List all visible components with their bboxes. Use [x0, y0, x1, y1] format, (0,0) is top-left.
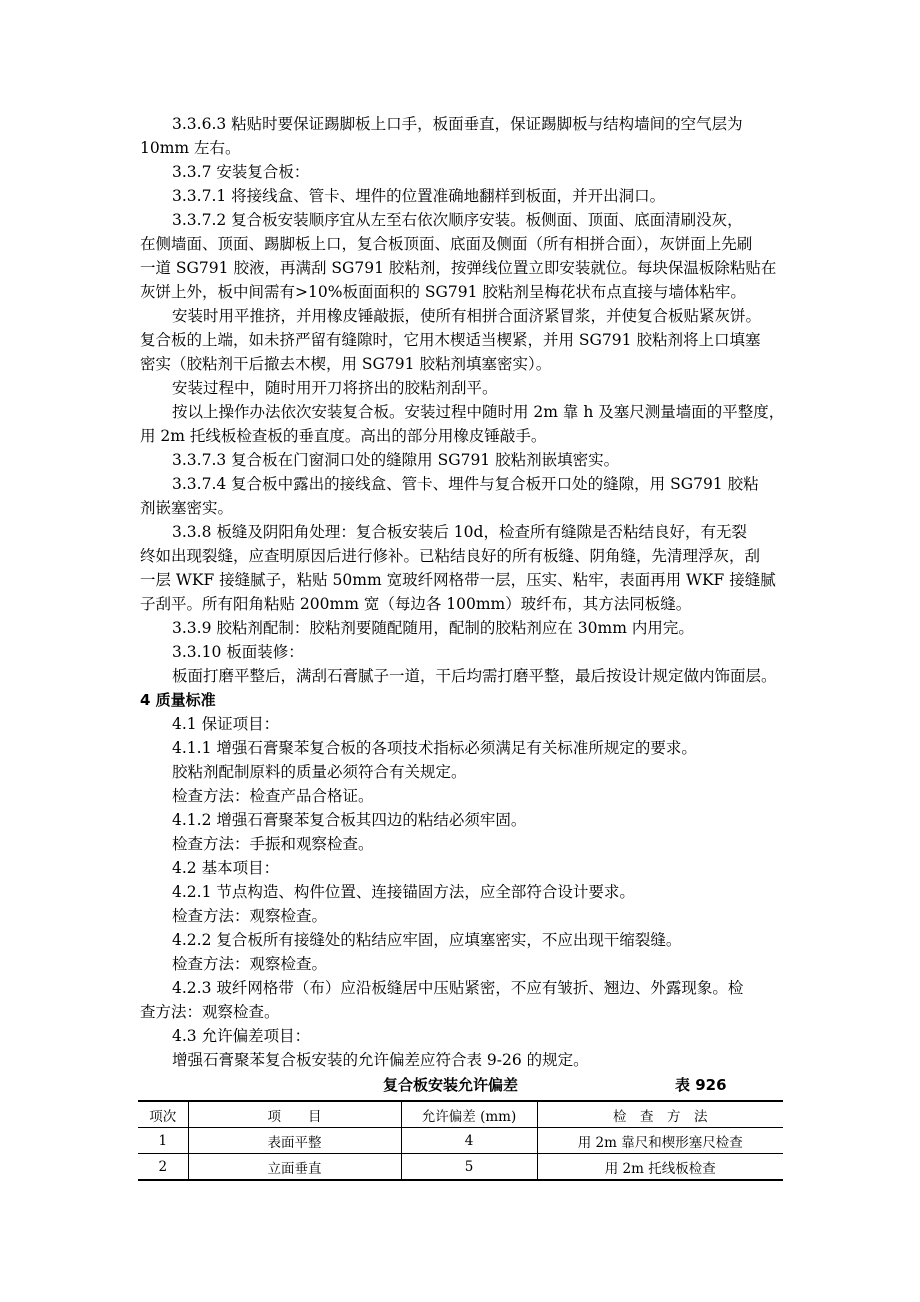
- clause-4-2-1: 4.2.1 节点构造、构件位置、连接锚固方法，应全部符合设计要求。: [172, 883, 635, 901]
- clause-3-3-7: 3.3.7 安装复合板：: [172, 163, 310, 181]
- clause-3-3-7-3: 3.3.7.3 复合板在门窗洞口处的缝隙用 SG791 胶粘剂嵌填密实。: [172, 451, 620, 469]
- clause-4-2: 4.2 基本项目：: [172, 859, 280, 877]
- clause-3-3-7-4: 3.3.7.4 复合板中露出的接线盒、管卡、埋件与复合板开口处的缝隙，用 SG791 胶粘: [172, 475, 759, 493]
- clause-3-3-8: 3.3.8 板缝及阴阳角处理：复合板安装后 10d，检查所有缝隙是否粘结良好，有无裂: [172, 523, 747, 541]
- text-line: 一道 SG791 胶液，再满刮 SG791 胶粘剂，按弹线位置立即安装就位。每块保温板除粘贴在: [140, 259, 777, 277]
- text-line: 查方法：观察检查。: [140, 1003, 280, 1021]
- text-line: 10mm 左右。: [140, 139, 241, 157]
- text-line: 子刮平。所有阳角粘贴 200mm 宽（每边各 100mm）玻纤布，其方法同板缝。: [140, 595, 692, 613]
- table-cell: 立面垂直: [188, 1154, 401, 1181]
- header-cell: 项 目: [188, 1101, 401, 1128]
- clause-4-1-2: 4.1.2 增强石膏聚苯复合板其四边的粘结必须牢固。: [172, 811, 527, 829]
- header-cell: 检 查 方 法: [537, 1101, 783, 1128]
- text-line: 灰饼上外，板中间需有>10%板面面积的 SG791 胶粘剂呈梅花状布点直接与墙体粘牢。: [140, 283, 746, 301]
- table-caption: 复合板安装允许偏差: [383, 1076, 519, 1094]
- clause-3-3-7-1: 3.3.7.1 将接线盒、管卡、埋件的位置准确地翻样到板面，并开出洞口。: [172, 187, 666, 205]
- text-line: 检查方法：观察检查。: [172, 955, 328, 973]
- table-row: [138, 1154, 783, 1181]
- text-line: 用 2m 托线板检查板的垂直度。高出的部分用橡皮锤敲手。: [140, 427, 547, 445]
- table-cell: 用 2m 靠尺和楔形塞尺检查: [537, 1128, 783, 1154]
- clause-4-1: 4.1 保证项目：: [172, 715, 280, 733]
- text-line: 复合板的上端，如未挤严留有缝隙时，它用木楔适当楔紧，并用 SG791 胶粘剂将上口填塞: [140, 331, 761, 349]
- clause-4-3: 4.3 允许偏差项目：: [172, 1027, 311, 1045]
- text-line: 检查方法：检查产品合格证。: [172, 787, 374, 805]
- tolerance-table: [138, 1100, 783, 1181]
- table-number: 表 926: [675, 1076, 727, 1094]
- text-line: 检查方法：观察检查。: [172, 907, 328, 925]
- section-heading-4: 4 质量标准: [140, 691, 216, 709]
- table-cell: 4: [401, 1128, 537, 1154]
- clause-3-3-7-2: 3.3.7.2 复合板安装顺序宜从左至右依次顺序安装。板侧面、顶面、底面清刷没灰，: [172, 211, 743, 229]
- table-header-row: [138, 1101, 783, 1128]
- clause-4-2-3: 4.2.3 玻纤网格带（布）应沿板缝居中压贴紧密，不应有皱折、翘边、外露现象。检: [172, 979, 744, 997]
- text-line: 在侧墙面、顶面、踢脚板上口，复合板顶面、底面及侧面（所有相拼合面），灰饼面上先刷: [140, 235, 753, 253]
- clause-4-1-1: 4.1.1 增强石膏聚苯复合板的各项技术指标必须满足有关标准所规定的要求。: [172, 739, 697, 757]
- text-line: 安装时用平推挤，并用橡皮锤敲振，使所有相拼合面济紧冒浆，并使复合板贴紧灰饼。: [172, 307, 762, 325]
- text-line: 胶粘剂配制原料的质量必须符合有关规定。: [172, 763, 467, 781]
- table-cell: 用 2m 托线板检查: [537, 1154, 783, 1181]
- text-line: 安装过程中，随时用开刀将挤出的胶粘剂刮平。: [172, 379, 498, 397]
- header-cell: 允许偏差 (mm): [401, 1101, 537, 1128]
- table-cell: 1: [138, 1128, 188, 1154]
- clause-3-3-10: 3.3.10 板面装修：: [172, 643, 304, 661]
- text-line: 板面打磨平整后，满刮石膏腻子一道，干后均需打磨平整，最后按设计规定做内饰面层。: [172, 667, 777, 685]
- table-row: [138, 1128, 783, 1154]
- clause-3-3-9: 3.3.9 胶粘剂配制：胶粘剂要随配随用，配制的胶粘剂应在 30mm 内用完。: [172, 619, 694, 637]
- text-line: 检查方法：手振和观察检查。: [172, 835, 374, 853]
- text-line: 密实（胶粘剂干后撤去木楔，用 SG791 胶粘剂填塞密实）。: [140, 355, 552, 373]
- clause-3-3-6-3: 3.3.6.3 粘贴时要保证踢脚板上口手，板面垂直，保证踢脚板与结构墙间的空气层为: [172, 115, 743, 133]
- text-line: 一层 WKF 接缝腻子，粘贴 50mm 宽玻纤网格带一层，压实、粘牢，表面再用 WKF 接缝腻: [140, 571, 776, 589]
- text-line: 按以上操作办法依次安装复合板。安装过程中随时用 2m 靠 h 及塞尺测量墙面的平整度，: [172, 403, 785, 421]
- header-cell: 项次: [138, 1101, 188, 1128]
- clause-4-2-2: 4.2.2 复合板所有接缝处的粘结应牢固，应填塞密实，不应出现干缩裂缝。: [172, 931, 682, 949]
- text-line: 终如出现裂缝，应查明原因后进行修补。已粘结良好的所有板缝、阴角缝，先清理浮灰，刮: [140, 547, 761, 565]
- table-cell: 2: [138, 1154, 188, 1181]
- text-line: 增强石膏聚苯复合板安装的允许偏差应符合表 9-26 的规定。: [172, 1051, 589, 1069]
- text-line: 剂嵌塞密实。: [140, 499, 234, 517]
- table-cell: 表面平整: [188, 1128, 401, 1154]
- table-cell: 5: [401, 1154, 537, 1181]
